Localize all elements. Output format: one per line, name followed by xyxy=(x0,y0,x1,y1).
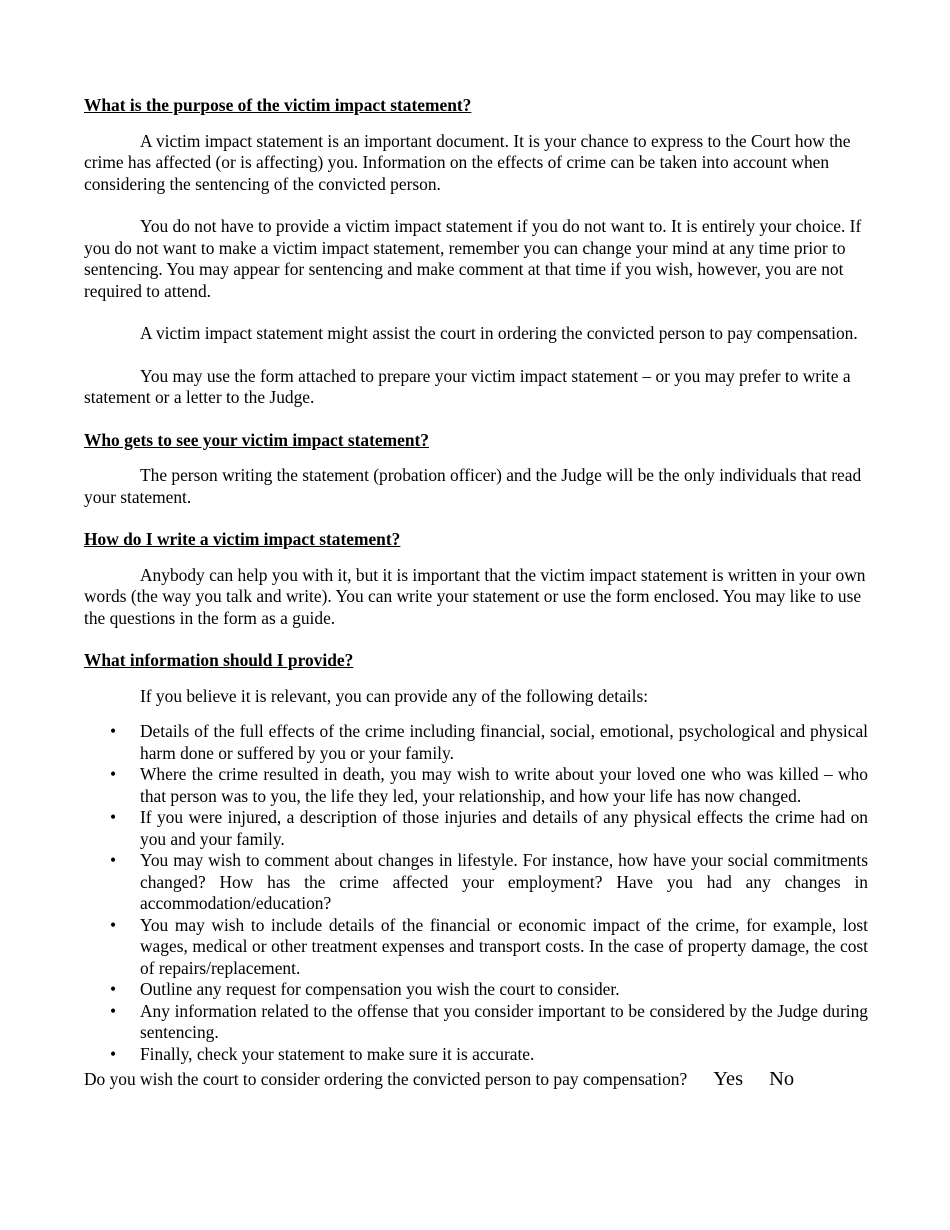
paragraph: A victim impact statement might assist the court in ordering the convicted person to pay compensation. xyxy=(140,323,858,343)
section-information xyxy=(84,650,868,1065)
paragraph: You may use the form attached to prepare your victim impact statement – or you may prefer to write a statement or a letter to the Judge. xyxy=(84,365,851,407)
list-item xyxy=(84,850,868,915)
list-item xyxy=(84,1001,868,1044)
yes-option[interactable]: Yes xyxy=(713,1068,744,1090)
paragraph: Anybody can help you with it, but it is important that the victim impact statement is written in your own words (the way you talk and write). You can write your statement or use the form enclosed. You may like to use the questions in the form as a guide. xyxy=(84,564,866,628)
list-item xyxy=(84,1044,868,1066)
bullet-icon: • xyxy=(110,721,117,741)
details-list xyxy=(84,721,868,1065)
section-purpose xyxy=(84,95,868,409)
paragraph: A victim impact statement is an important document. It is your chance to express to the Court how the crime has affected (or is affecting) you. Information on the effects of crime can be taken into account when considering the sentencing of the convicted person. xyxy=(84,130,851,194)
list-item-text: You may wish to include details of the financial or economic impact of the crime, for example, lost wages, medical or other treatment expenses and transport costs. In the case of property damage, the cost of repairs/replacement. xyxy=(140,914,868,978)
list-item xyxy=(84,979,868,1001)
list-item-text: You may wish to comment about changes in lifestyle. For instance, how have your social commitments changed? How has the crime affected your employment? Have you had any changes in accommodation/education? xyxy=(140,850,868,913)
info-intro: If you believe it is relevant, you can provide any of the following details: xyxy=(140,685,649,706)
bullet-icon: • xyxy=(110,764,117,784)
bullet-icon: • xyxy=(110,914,117,935)
list-item xyxy=(84,915,868,980)
paragraph: You do not have to provide a victim impact statement if you do not want to. It is entirely your choice. If you do not want to make a victim impact statement, remember you can change your mind at any time prior to sentencing. You may appear for sentencing and make comment at that time if you wish, however, you are not required to attend. xyxy=(84,216,862,301)
list-item xyxy=(84,807,868,850)
document-page xyxy=(84,95,868,1091)
list-item-text: Where the crime resulted in death, you may wish to write about your loved one who was killed – who that person was to you, the life they led, your relationship, and how your life has now changed. xyxy=(140,764,868,806)
list-item-text: If you were injured, a description of those injuries and details of any physical effects the crime had on you and your family. xyxy=(140,807,868,849)
bullet-icon: • xyxy=(110,1043,117,1064)
bullet-icon: • xyxy=(110,1000,117,1021)
section-heading: What is the purpose of the victim impact statement? xyxy=(84,95,472,115)
section-heading: Who gets to see your victim impact statement? xyxy=(84,429,430,450)
section-heading: What information should I provide? xyxy=(84,650,354,670)
bullet-icon: • xyxy=(110,807,117,827)
list-item-text: Outline any request for compensation you wish the court to consider. xyxy=(140,979,620,999)
section-heading: How do I write a victim impact statement? xyxy=(84,529,401,549)
no-option[interactable]: No xyxy=(769,1068,795,1090)
list-item-text: Details of the full effects of the crime including financial, social, emotional, psychological and physical harm done or suffered by you or your family. xyxy=(140,721,868,763)
list-item-text: Finally, check your statement to make sure it is accurate. xyxy=(140,1043,535,1064)
compensation-question-text: Do you wish the court to consider ordering the convicted person to pay compensation? xyxy=(84,1069,688,1089)
compensation-question xyxy=(84,1069,868,1091)
section-how-to-write xyxy=(84,529,868,629)
list-item xyxy=(84,721,868,764)
list-item xyxy=(84,764,868,807)
bullet-icon: • xyxy=(110,979,117,999)
bullet-icon: • xyxy=(110,850,117,870)
paragraph: The person writing the statement (probation officer) and the Judge will be the only individuals that read your statement. xyxy=(84,465,862,507)
list-item-text: Any information related to the offense that you consider important to be considered by the Judge during sentencing. xyxy=(140,1000,868,1042)
section-who-sees xyxy=(84,430,868,509)
